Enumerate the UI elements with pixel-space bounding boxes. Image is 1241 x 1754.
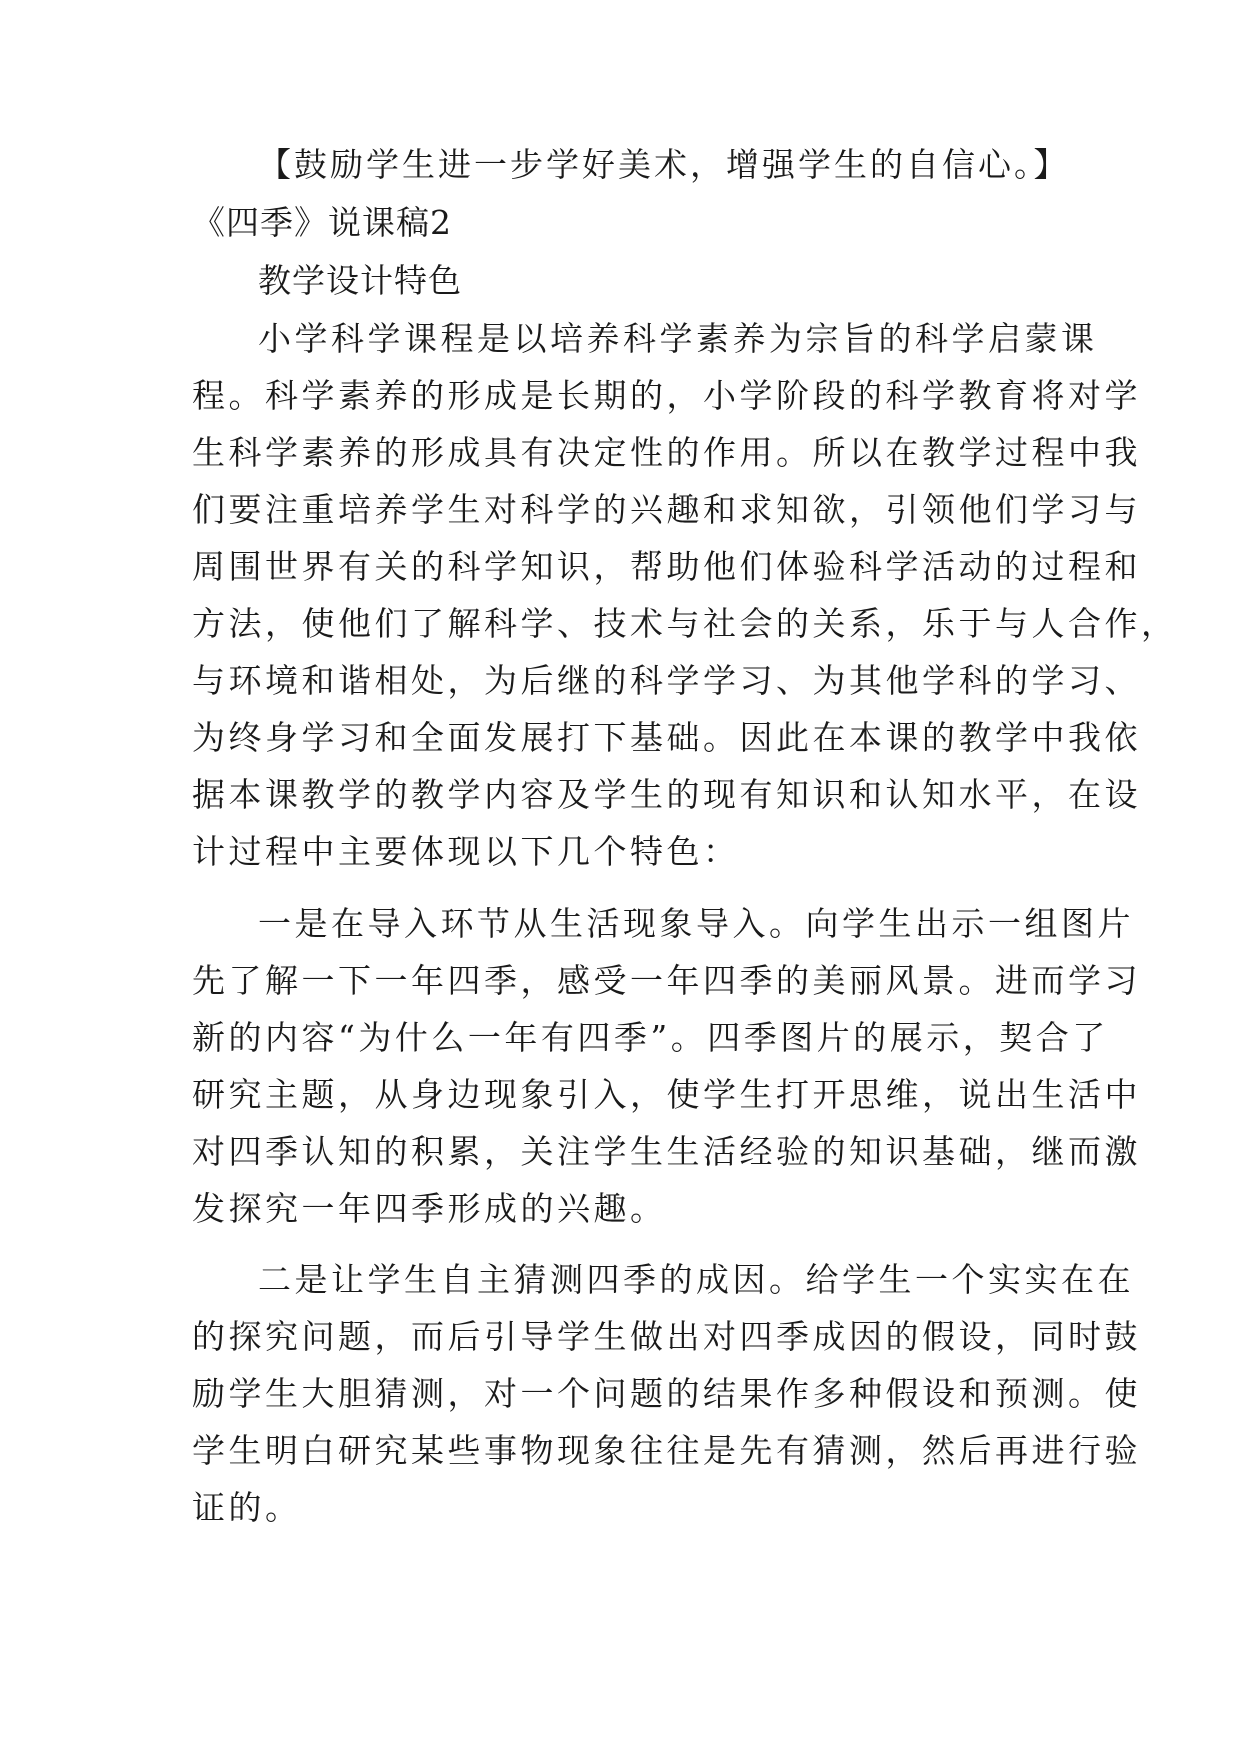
- paragraph-line: 发探究一年四季形成的兴趣。: [192, 1189, 667, 1228]
- paragraph-line: 证的。: [192, 1488, 302, 1527]
- paragraph-line: 研究主题，从身边现象引入，使学生打开思维，说出生活中: [192, 1075, 1141, 1114]
- paragraph-line: 新的内容“为什么一年有四季”。四季图片的展示，契合了: [192, 1018, 1109, 1057]
- paragraph-line: 程。科学素养的形成是长期的，小学阶段的科学教育将对学: [192, 376, 1141, 415]
- paragraph-line: 先了解一下一年四季，感受一年四季的美丽风景。进而学习: [192, 961, 1141, 1000]
- paragraph-line: 方法，使他们了解科学、技术与社会的关系，乐于与人合作，: [192, 604, 1178, 643]
- closing-line: 【鼓励学生进一步学好美术，增强学生的自信心。】: [258, 145, 1070, 184]
- subheading: 教学设计特色: [258, 261, 462, 300]
- paragraph-line: 励学生大胆猜测，对一个问题的结果作多种假设和预测。使: [192, 1374, 1141, 1413]
- paragraph-line: 为终身学习和全面发展打下基础。因此在本课的教学中我依: [192, 718, 1141, 757]
- paragraph-line: 周围世界有关的科学知识，帮助他们体验科学活动的过程和: [192, 547, 1141, 586]
- section-title: 《四季》说课稿2: [192, 203, 452, 242]
- paragraph-line: 一是在导入环节从生活现象导入。向学生出示一组图片: [258, 904, 1134, 943]
- paragraph-line: 小学科学课程是以培养科学素养为宗旨的科学启蒙课: [258, 319, 1098, 358]
- paragraph-line: 与环境和谐相处，为后继的科学学习、为其他学科的学习、: [192, 661, 1141, 700]
- paragraph-line: 们要注重培养学生对科学的兴趣和求知欲，引领他们学习与: [192, 490, 1141, 529]
- paragraph-line: 计过程中主要体现以下几个特色：: [192, 832, 740, 871]
- paragraph-line: 的探究问题，而后引导学生做出对四季成因的假设，同时鼓: [192, 1317, 1141, 1356]
- paragraph-line: 二是让学生自主猜测四季的成因。给学生一个实实在在: [258, 1260, 1134, 1299]
- paragraph-line: 学生明白研究某些事物现象往往是先有猜测，然后再进行验: [192, 1431, 1141, 1470]
- paragraph-line: 对四季认知的积累，关注学生生活经验的知识基础，继而激: [192, 1132, 1141, 1171]
- paragraph-line: 据本课教学的教学内容及学生的现有知识和认知水平，在设: [192, 775, 1141, 814]
- paragraph-line: 生科学素养的形成具有决定性的作用。所以在教学过程中我: [192, 433, 1141, 472]
